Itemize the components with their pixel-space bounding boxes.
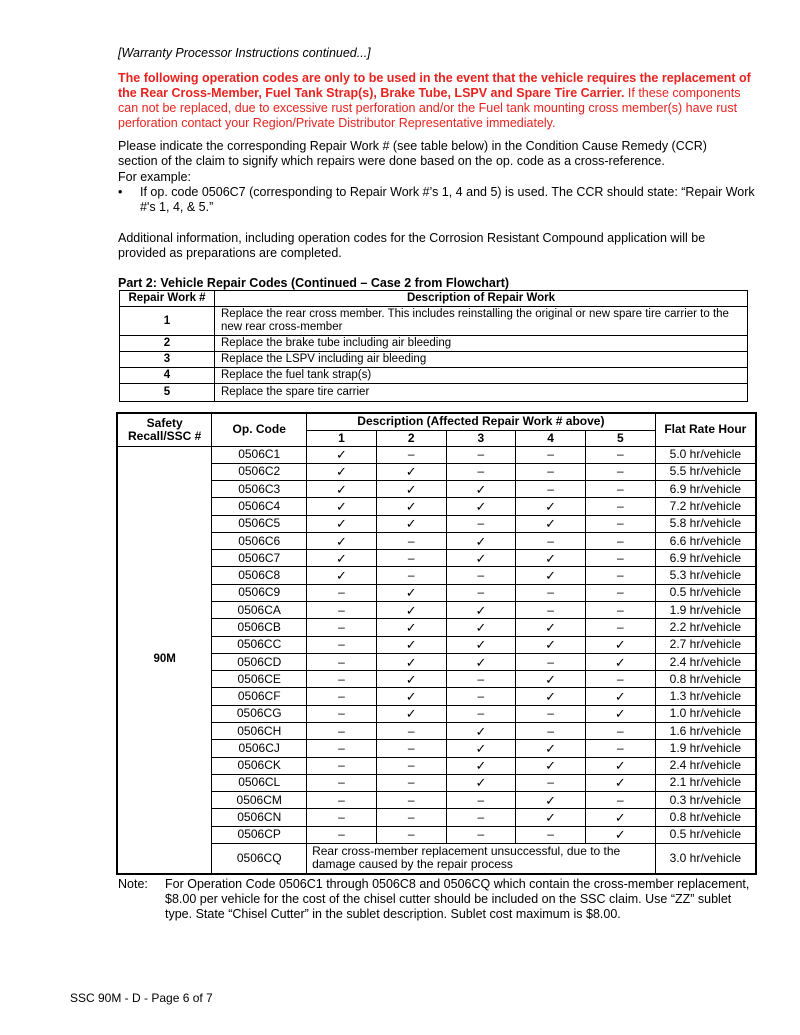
check-icon: ✓ xyxy=(516,740,586,757)
op-code: 0506CE xyxy=(212,671,307,688)
check-icon: ✓ xyxy=(516,792,586,809)
table-row xyxy=(117,705,756,722)
repair-work-header: Repair Work # xyxy=(120,291,215,307)
check-icon: ✓ xyxy=(446,774,516,791)
flat-rate: 1.3 hr/vehicle xyxy=(655,688,756,705)
flat-rate: 0.8 hr/vehicle xyxy=(655,671,756,688)
table-row xyxy=(117,723,756,740)
op-code: 0506CB xyxy=(212,619,307,636)
op-code-body xyxy=(117,446,756,874)
dash-mark: – xyxy=(376,532,446,549)
repair-desc: Replace the rear cross member. This includes reinstalling the original or new spare tire carrier to the new rear cross-member xyxy=(215,307,748,336)
check-icon: ✓ xyxy=(516,550,586,567)
flat-rate: 7.2 hr/vehicle xyxy=(655,498,756,515)
dash-mark: – xyxy=(307,774,377,791)
table-row xyxy=(117,567,756,584)
check-icon: ✓ xyxy=(585,809,655,826)
table-row xyxy=(117,843,756,874)
check-icon: ✓ xyxy=(585,636,655,653)
flat-rate: 6.9 hr/vehicle xyxy=(655,550,756,567)
dash-mark: – xyxy=(585,723,655,740)
flat-rate: 5.3 hr/vehicle xyxy=(655,567,756,584)
dash-mark: – xyxy=(585,671,655,688)
table-row xyxy=(117,446,756,463)
check-icon: ✓ xyxy=(376,636,446,653)
table-row xyxy=(117,688,756,705)
op-code: 0506C7 xyxy=(212,550,307,567)
table-row xyxy=(117,792,756,809)
table-row xyxy=(117,809,756,826)
op-code: 0506CH xyxy=(212,723,307,740)
dash-mark: – xyxy=(516,463,586,480)
repair-desc: Replace the brake tube including air bleeding xyxy=(215,336,748,352)
op-code: 0506CL xyxy=(212,774,307,791)
dash-mark: – xyxy=(446,446,516,463)
dash-mark: – xyxy=(516,826,586,843)
repair-work-table xyxy=(119,290,748,402)
table-row xyxy=(117,515,756,532)
ssc-number: 90M xyxy=(117,446,212,874)
check-icon: ✓ xyxy=(307,515,377,532)
dash-mark: – xyxy=(307,619,377,636)
check-icon: ✓ xyxy=(446,619,516,636)
flat-rate: 2.7 hr/vehicle xyxy=(655,636,756,653)
instructions-paragraph: Please indicate the corresponding Repair Work # (see table below) in the Condition Cause Remedy (CCR) section of the claim to signify which repairs were done based on the op. code as a cross-reference. xyxy=(118,139,707,168)
repair-table-header xyxy=(120,291,748,307)
page-footer: SSC 90M - D - Page 6 of 7 xyxy=(70,991,213,1005)
check-icon: ✓ xyxy=(446,653,516,670)
dash-mark: – xyxy=(446,584,516,601)
check-icon: ✓ xyxy=(446,550,516,567)
check-icon: ✓ xyxy=(516,515,586,532)
flat-rate: 1.0 hr/vehicle xyxy=(655,705,756,722)
table-row xyxy=(120,352,748,368)
check-icon: ✓ xyxy=(585,705,655,722)
table-row xyxy=(117,740,756,757)
flat-rate: 5.0 hr/vehicle xyxy=(655,446,756,463)
flat-rate: 2.1 hr/vehicle xyxy=(655,774,756,791)
op-code: 0506CK xyxy=(212,757,307,774)
dash-mark: – xyxy=(307,826,377,843)
repair-num: 3 xyxy=(120,352,215,368)
check-icon: ✓ xyxy=(516,757,586,774)
dash-mark: – xyxy=(376,792,446,809)
note-label: Note: xyxy=(118,877,148,891)
check-icon: ✓ xyxy=(516,636,586,653)
dash-mark: – xyxy=(446,705,516,722)
check-icon: ✓ xyxy=(376,653,446,670)
dash-mark: – xyxy=(585,515,655,532)
op-code: 0506C9 xyxy=(212,584,307,601)
op-code: 0506CQ xyxy=(212,843,307,874)
check-icon: ✓ xyxy=(376,671,446,688)
dash-mark: – xyxy=(516,446,586,463)
op-code: 0506C2 xyxy=(212,463,307,480)
flat-rate: 2.2 hr/vehicle xyxy=(655,619,756,636)
table-row xyxy=(117,550,756,567)
check-icon: ✓ xyxy=(446,602,516,619)
col-header: 1 xyxy=(307,430,377,446)
check-icon: ✓ xyxy=(376,463,446,480)
table-row xyxy=(117,671,756,688)
flat-rate: 1.9 hr/vehicle xyxy=(655,602,756,619)
check-icon: ✓ xyxy=(516,619,586,636)
flat-rate: 5.8 hr/vehicle xyxy=(655,515,756,532)
dash-mark: – xyxy=(376,809,446,826)
op-code: 0506C4 xyxy=(212,498,307,515)
check-icon: ✓ xyxy=(307,481,377,498)
dash-mark: – xyxy=(307,671,377,688)
dash-mark: – xyxy=(585,463,655,480)
dash-mark: – xyxy=(446,792,516,809)
check-icon: ✓ xyxy=(585,653,655,670)
check-icon: ✓ xyxy=(307,498,377,515)
table-row xyxy=(117,774,756,791)
dash-mark: – xyxy=(446,567,516,584)
table-row xyxy=(117,584,756,601)
repair-num: 1 xyxy=(120,307,215,336)
flat-rate: 2.4 hr/vehicle xyxy=(655,653,756,670)
dash-mark: – xyxy=(585,792,655,809)
note-text: For Operation Code 0506C1 through 0506C8 and 0506CQ which contain the cross-member replacement, $8.00 per vehicle for the cost of the chisel cutter should be included on the SSC claim. Use “ZZ” sublet type. State “Chisel Cutter” in the sublet description. Sublet cost maximum is $8.00. xyxy=(165,877,750,921)
dash-mark: – xyxy=(376,567,446,584)
dash-mark: – xyxy=(376,826,446,843)
check-icon: ✓ xyxy=(585,826,655,843)
check-icon: ✓ xyxy=(516,688,586,705)
dash-mark: – xyxy=(446,671,516,688)
dash-mark: – xyxy=(376,757,446,774)
table-row xyxy=(117,532,756,549)
check-icon: ✓ xyxy=(446,498,516,515)
check-icon: ✓ xyxy=(446,636,516,653)
red-notice-bold: The following operation codes are only to be used in the event that the vehicle requires the replacement of the Rear Cross-Member, Fuel Tank Strap(s), Brake Tube, LSPV and Spare Tire Carrier. xyxy=(118,71,751,100)
op-code: 0506C3 xyxy=(212,481,307,498)
check-icon: ✓ xyxy=(516,809,586,826)
part2-title: Part 2: Vehicle Repair Codes (Continued – Case 2 from Flowchart) xyxy=(118,276,510,290)
repair-num: 4 xyxy=(120,368,215,384)
check-icon: ✓ xyxy=(446,532,516,549)
repair-desc: Replace the fuel tank strap(s) xyxy=(215,368,748,384)
check-icon: ✓ xyxy=(585,757,655,774)
repair-num: 5 xyxy=(120,384,215,402)
dash-mark: – xyxy=(307,792,377,809)
op-code: 0506CJ xyxy=(212,740,307,757)
col-header: 2 xyxy=(376,430,446,446)
dash-mark: – xyxy=(376,723,446,740)
dash-mark: – xyxy=(516,584,586,601)
check-icon: ✓ xyxy=(376,498,446,515)
check-icon: ✓ xyxy=(585,774,655,791)
dash-mark: – xyxy=(516,653,586,670)
op-code: 0506C5 xyxy=(212,515,307,532)
dash-mark: – xyxy=(585,532,655,549)
check-icon: ✓ xyxy=(376,584,446,601)
dash-mark: – xyxy=(585,584,655,601)
dash-mark: – xyxy=(446,809,516,826)
check-icon: ✓ xyxy=(307,463,377,480)
flat-rate: 0.3 hr/vehicle xyxy=(655,792,756,809)
dash-mark: – xyxy=(446,515,516,532)
ssc-header: Safety Recall/SSC # xyxy=(117,413,212,446)
dash-mark: – xyxy=(307,584,377,601)
dash-mark: – xyxy=(585,602,655,619)
dash-mark: – xyxy=(446,463,516,480)
dash-mark: – xyxy=(307,723,377,740)
dash-mark: – xyxy=(585,498,655,515)
flat-rate: 5.5 hr/vehicle xyxy=(655,463,756,480)
check-icon: ✓ xyxy=(516,671,586,688)
continuation-header: [Warranty Processor Instructions continued...] xyxy=(118,46,371,60)
table-row xyxy=(117,481,756,498)
op-code: 0506CG xyxy=(212,705,307,722)
check-icon: ✓ xyxy=(376,481,446,498)
op-code: 0506CA xyxy=(212,602,307,619)
dash-mark: – xyxy=(585,446,655,463)
op-code: 0506CM xyxy=(212,792,307,809)
check-icon: ✓ xyxy=(376,602,446,619)
op-code: 0506C6 xyxy=(212,532,307,549)
flat-rate: 0.8 hr/vehicle xyxy=(655,809,756,826)
flat-rate: 0.5 hr/vehicle xyxy=(655,584,756,601)
flat-rate: 0.5 hr/vehicle xyxy=(655,826,756,843)
flat-rate-header: Flat Rate Hour xyxy=(655,413,756,446)
check-icon: ✓ xyxy=(446,723,516,740)
check-icon: ✓ xyxy=(376,688,446,705)
table-row xyxy=(117,653,756,670)
dash-mark: – xyxy=(585,619,655,636)
additional-info-paragraph: Additional information, including operation codes for the Corrosion Resistant Compound application will be provided as preparations are completed. xyxy=(118,231,706,260)
dash-mark: – xyxy=(307,740,377,757)
dash-mark: – xyxy=(446,688,516,705)
dash-mark: – xyxy=(376,774,446,791)
dash-mark: – xyxy=(376,740,446,757)
dash-mark: – xyxy=(585,550,655,567)
op-code: 0506CP xyxy=(212,826,307,843)
repair-desc: Replace the LSPV including air bleeding xyxy=(215,352,748,368)
dash-mark: – xyxy=(376,550,446,567)
flat-rate: 1.9 hr/vehicle xyxy=(655,740,756,757)
dash-mark: – xyxy=(307,705,377,722)
dash-mark: – xyxy=(307,636,377,653)
op-code-header: Op. Code xyxy=(212,413,307,446)
flat-rate: 1.6 hr/vehicle xyxy=(655,723,756,740)
check-icon: ✓ xyxy=(585,688,655,705)
check-icon: ✓ xyxy=(516,567,586,584)
op-code: 0506C1 xyxy=(212,446,307,463)
example-bullet: If op. code 0506C7 (corresponding to Repair Work #’s 1, 4 and 5) is used. The CCR should state: “Repair Work #'s 1, 4, & 5.” xyxy=(140,185,755,214)
check-icon: ✓ xyxy=(376,705,446,722)
dash-mark: – xyxy=(585,740,655,757)
op-code: 0506CF xyxy=(212,688,307,705)
op-code-table xyxy=(116,412,757,875)
table-row xyxy=(117,636,756,653)
dash-mark: – xyxy=(446,826,516,843)
check-icon: ✓ xyxy=(307,446,377,463)
description-header: Description of Repair Work xyxy=(215,291,748,307)
table-row xyxy=(120,384,748,402)
table-row xyxy=(120,336,748,352)
check-icon: ✓ xyxy=(446,740,516,757)
check-icon: ✓ xyxy=(307,550,377,567)
dash-mark: – xyxy=(516,723,586,740)
table-row xyxy=(117,602,756,619)
red-notice-normal: If these components can not be replaced, due to excessive rust perforation and/or the Fuel tank mounting cross member(s) have rust perforation contact your Region/Private Distributor Representative immediately. xyxy=(118,86,741,130)
dash-mark: – xyxy=(307,688,377,705)
flat-rate: 6.9 hr/vehicle xyxy=(655,481,756,498)
dash-mark: – xyxy=(376,446,446,463)
dash-mark: – xyxy=(516,774,586,791)
col-header: 4 xyxy=(516,430,586,446)
col-header: 3 xyxy=(446,430,516,446)
check-icon: ✓ xyxy=(376,619,446,636)
dash-mark: – xyxy=(585,567,655,584)
table-row xyxy=(117,826,756,843)
op-code-description: Rear cross-member replacement unsuccessful, due to the damage caused by the repair process xyxy=(307,843,656,874)
red-notice xyxy=(118,71,758,131)
check-icon: ✓ xyxy=(307,567,377,584)
flat-rate: 6.6 hr/vehicle xyxy=(655,532,756,549)
dash-mark: – xyxy=(516,705,586,722)
repair-num: 2 xyxy=(120,336,215,352)
table-row xyxy=(120,307,748,336)
col-header: 5 xyxy=(585,430,655,446)
table-row xyxy=(117,463,756,480)
for-example-label: For example: xyxy=(118,170,191,184)
table-row xyxy=(120,368,748,384)
dash-mark: – xyxy=(307,757,377,774)
repair-desc: Replace the spare tire carrier xyxy=(215,384,748,402)
dash-mark: – xyxy=(307,602,377,619)
bullet-glyph: • xyxy=(118,185,123,199)
op-code: 0506CC xyxy=(212,636,307,653)
table-row xyxy=(117,619,756,636)
dash-mark: – xyxy=(307,653,377,670)
dash-mark: – xyxy=(516,532,586,549)
affected-work-header: Description (Affected Repair Work # above) xyxy=(307,413,656,430)
flat-rate: 2.4 hr/vehicle xyxy=(655,757,756,774)
dash-mark: – xyxy=(585,481,655,498)
dash-mark: – xyxy=(516,602,586,619)
table-row xyxy=(117,498,756,515)
op-code: 0506C8 xyxy=(212,567,307,584)
flat-rate: 3.0 hr/vehicle xyxy=(655,843,756,874)
table-row xyxy=(117,757,756,774)
op-code: 0506CD xyxy=(212,653,307,670)
check-icon: ✓ xyxy=(307,532,377,549)
check-icon: ✓ xyxy=(446,757,516,774)
dash-mark: – xyxy=(516,481,586,498)
check-icon: ✓ xyxy=(446,481,516,498)
check-icon: ✓ xyxy=(376,515,446,532)
check-icon: ✓ xyxy=(516,498,586,515)
op-code: 0506CN xyxy=(212,809,307,826)
dash-mark: – xyxy=(307,809,377,826)
